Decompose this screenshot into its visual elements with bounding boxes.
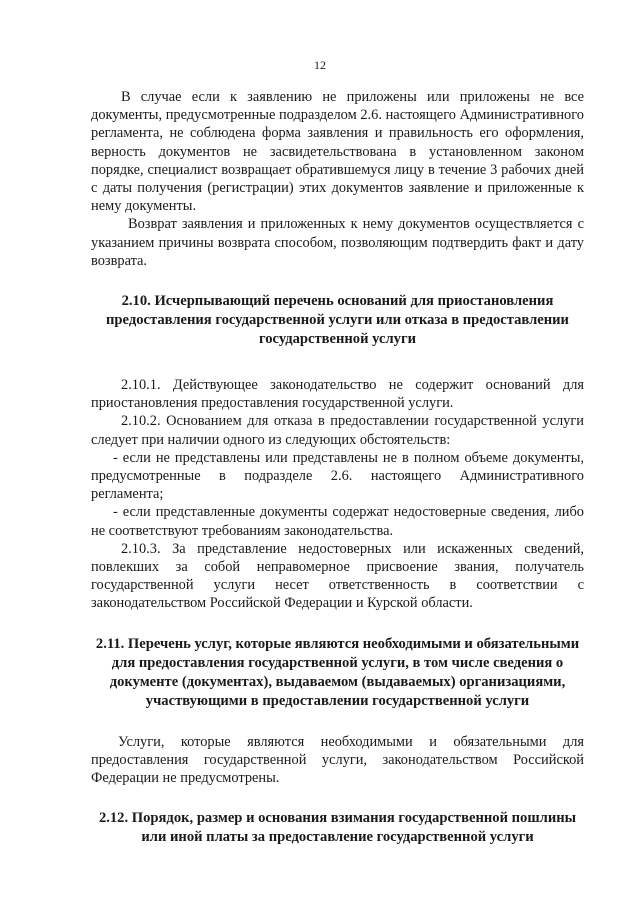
page-content (91, 88, 584, 847)
page-number: 12 (314, 58, 326, 72)
section-heading-2-11: 2.11. Перечень услуг, которые являются необходимыми и обязательными для предоставления государственной услуги, в том числе сведения о документе (документах), выдаваемом (выдаваемых) организациями, участвующими в предоставлении государственной услуги (95, 635, 580, 709)
paragraph-return-method: Возврат заявления и приложенных к нему документов осуществляется с указанием причины возврата способом, позволяющим подтвердить факт и дату возврата. (91, 216, 584, 269)
paragraph-2-10-3: 2.10.3. За представление недостоверных или искаженных сведений, повлекших за собой неправомерное присвоение звания, получатель государственной услуги несет ответственность в соответствии с законодательством Российской Федерации и Курской области. (91, 540, 584, 612)
list-item-false-information: - если представленные документы содержат недостоверные сведения, либо не соответствуют требованиям законодательства. (91, 504, 584, 539)
section-heading-2-12: 2.12. Порядок, размер и основания взимания государственной пошлины или иной платы за предоставление государственной услуги (98, 810, 577, 846)
section-heading-2-10: 2.10. Исчерпывающий перечень оснований для приостановления предоставления государственной услуги или отказа в предоставлении государственной услуги (106, 293, 569, 348)
paragraph-2-11-text: Услуги, которые являются необходимыми и обязательными для предоставления государственной услуги, законодательством Российской Федерации не предусмотрены. (91, 733, 584, 787)
paragraph-return-of-documents: В случае если к заявлению не приложены или приложены не все документы, предусмотренные подразделом 2.6. настоящего Административного регламента, не соблюдена форма заявления и правильность его оформления, верность документов не засвидетельствована в установленном законом порядке, специалист возвращает обратившемуся лицу в течение 3 рабочих дней с даты получения (регистрации) этих документов заявление и приложенные к нему документы. (91, 89, 584, 215)
list-item-incomplete-documents: - если не представлены или представлены не в полном объеме документы, предусмотренные в подразделе 2.6. настоящего Административного регламента; (91, 449, 584, 503)
paragraph-2-10-2: 2.10.2. Основанием для отказа в предоставлении государственной услуги следует при наличии одного из следующих обстоятельств: (91, 413, 584, 448)
paragraph-2-10-1: 2.10.1. Действующее законодательство не содержит оснований для приостановления предоставления государственной услуги. (91, 377, 584, 412)
